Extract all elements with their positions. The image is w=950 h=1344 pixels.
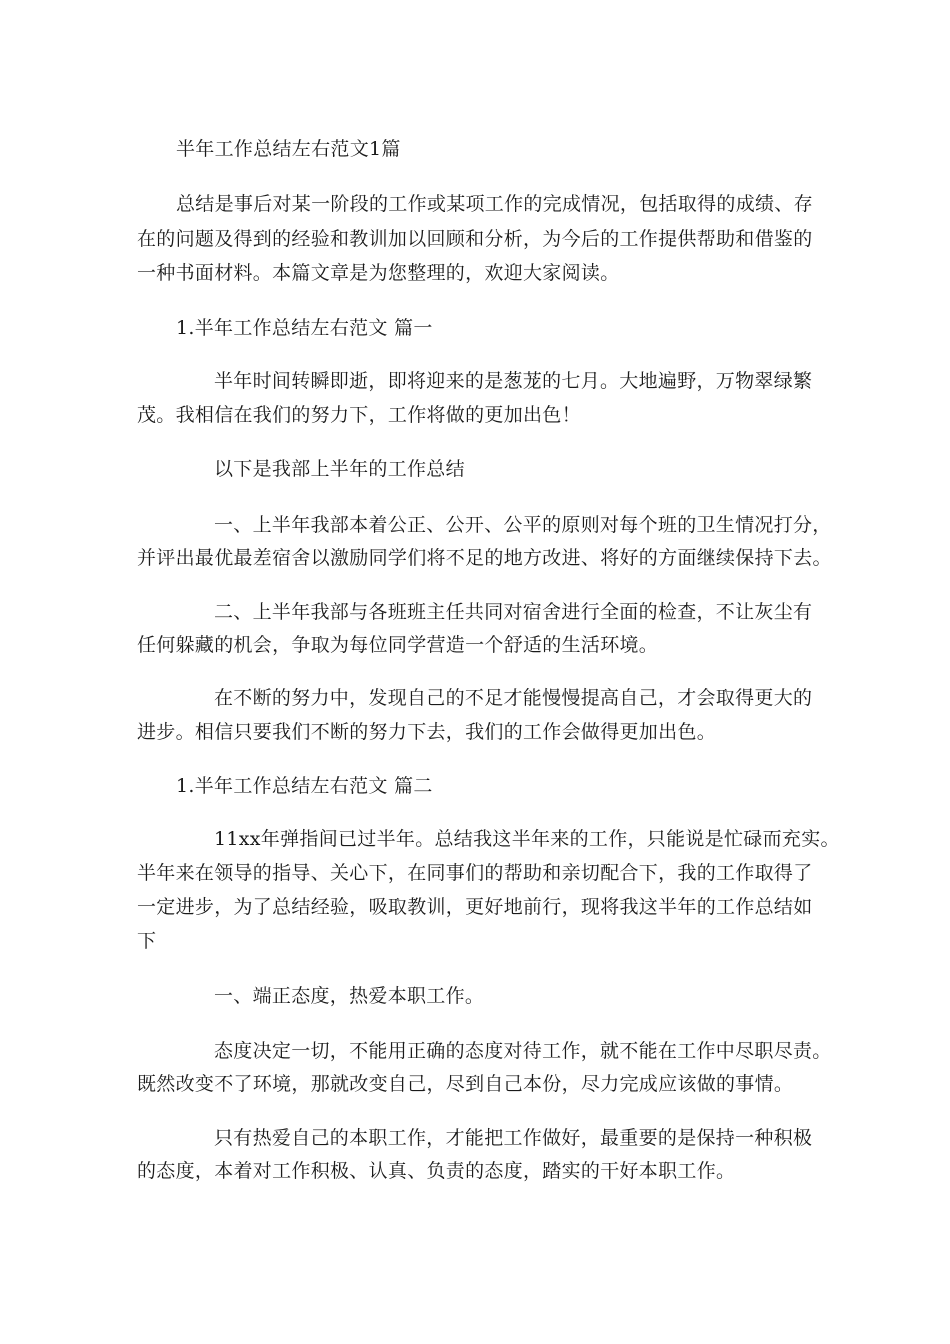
section1-para4-line-1: 二、上半年我部与各班班主任共同对宿舍进行全面的检查，不让灰尘有: [214, 601, 813, 623]
section1-para4-line-2: 任何躲藏的机会，争取为每位同学营造一个舒适的生活环境。: [137, 634, 659, 656]
section2-para1-line-4: 下: [137, 930, 157, 952]
section1-para5-line-1: 在不断的努力中，发现自己的不足才能慢慢提高自己，才会取得更大的: [214, 687, 813, 709]
section1-para1-line-1: 半年时间转瞬即逝，即将迎来的是葱茏的七月。大地遍野，万物翠绿繁: [214, 370, 813, 392]
section2-para1-line-2: 半年来在领导的指导、关心下，在同事们的帮助和亲切配合下，我的工作取得了: [137, 862, 813, 884]
document-title: 半年工作总结左右范文1篇: [176, 138, 401, 160]
section2-para4-line-1: 只有热爱自己的本职工作，才能把工作做好，最重要的是保持一种积极: [214, 1127, 813, 1149]
section2-para1-line-1: 11xx年弹指间已过半年。总结我这半年来的工作，只能说是忙碌而充实。: [214, 828, 840, 850]
intro-line-3: 一种书面材料。本篇文章是为您整理的，欢迎大家阅读。: [137, 262, 620, 284]
intro-line-2: 在的问题及得到的经验和教训加以回顾和分析，为今后的工作提供帮助和借鉴的: [137, 228, 813, 250]
section2-para3-line-1: 态度决定一切，不能用正确的态度对待工作，就不能在工作中尽职尽责。: [214, 1040, 832, 1062]
section1-para3-line-2: 并评出最优最差宿舍以激励同学们将不足的地方改进、将好的方面继续保持下去。: [137, 547, 832, 569]
section1-para3-line-1: 一、上半年我部本着公正、公开、公平的原则对每个班的卫生情况打分，: [214, 514, 832, 536]
section2-heading: 1.半年工作总结左右范文 篇二: [176, 775, 433, 797]
section2-para4-line-2: 的态度，本着对工作积极、认真、负责的态度，踏实的干好本职工作。: [137, 1160, 736, 1182]
section2-para1-line-3: 一定进步，为了总结经验，吸取教训，更好地前行，现将我这半年的工作总结如: [137, 896, 813, 918]
section1-para5-line-2: 进步。相信只要我们不断的努力下去，我们的工作会做得更加出色。: [137, 721, 717, 743]
section1-heading: 1.半年工作总结左右范文 篇一: [176, 317, 433, 339]
section1-para1-line-2: 茂。我相信在我们的努力下，工作将做的更加出色！: [137, 404, 581, 426]
section1-para2: 以下是我部上半年的工作总结: [214, 458, 465, 480]
section2-para3-line-2: 既然改变不了环境，那就改变自己，尽到自己本份，尽力完成应该做的事情。: [137, 1073, 794, 1095]
intro-line-1: 总结是事后对某一阶段的工作或某项工作的完成情况，包括取得的成绩、存: [176, 193, 813, 215]
section2-para2: 一、端正态度，热爱本职工作。: [214, 985, 485, 1007]
